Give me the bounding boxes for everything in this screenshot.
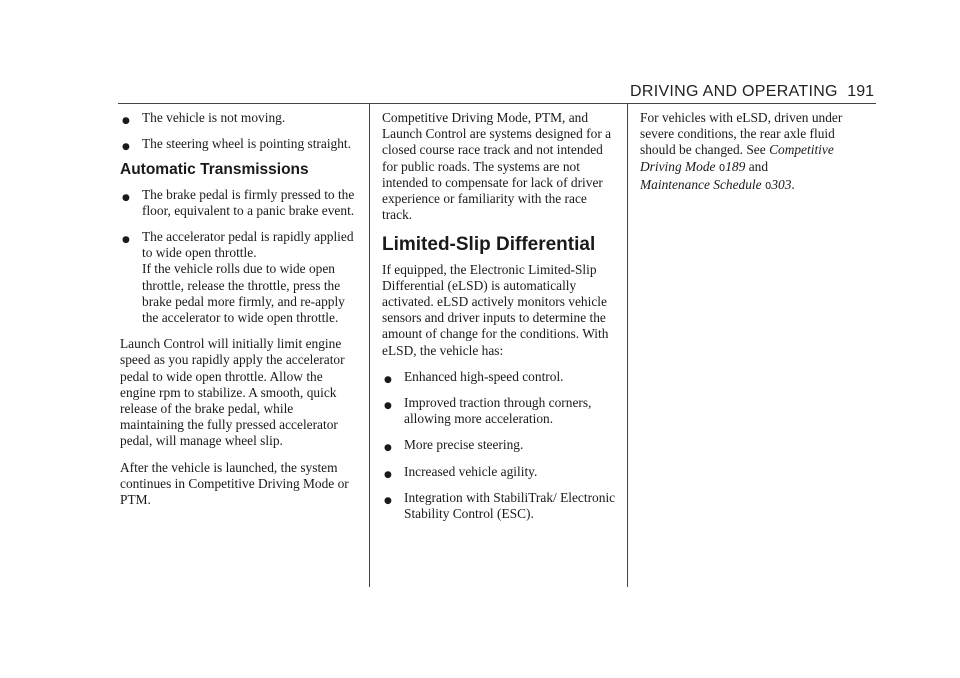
list-item: ● More precise steering. (382, 437, 618, 453)
bullet-icon: ● (384, 469, 392, 480)
list-item: ● The vehicle is not moving. (120, 110, 358, 126)
page-header (622, 83, 878, 105)
bullet-icon: ● (384, 401, 392, 412)
list-item: ● Integration with StabiliTrak/ Electronic Stability Control (ESC). (384, 489, 616, 522)
list-item: ● Enhanced high-speed control. (382, 369, 618, 385)
subheading-automatic-transmissions: Automatic Transmissions (120, 161, 309, 179)
column-divider-2 (627, 104, 628, 587)
list-item: ● Increased vehicle agility. (382, 464, 618, 480)
bullet-icon: ● (384, 443, 392, 454)
page-ref-icon: 0 (764, 180, 772, 192)
chapter-title: DRIVING AND OPERATING (630, 83, 838, 100)
header-divider (118, 103, 876, 104)
paragraph: After the vehicle is launched, the system continues in Competitive Driving Mode or PTM. (120, 459, 349, 508)
list-item: ● Improved traction through corners, allowing more acceleration. (384, 395, 592, 427)
page-number: 191 (847, 83, 874, 100)
paragraph: Competitive Driving Mode, PTM, and Launch Control are systems designed for a closed course race track and not intended for public roads. The systems are not intended to compensate for lack of driver experience or familiarity with the race track. (382, 110, 612, 223)
column-divider-1 (369, 104, 370, 587)
column-1 (120, 110, 358, 518)
column-3 (640, 110, 872, 205)
list-item: ● The accelerator pedal is rapidly applied to wide open throttle. If the vehicle rolls due to wide open throttle, release the throttle, press the brake pedal more firmly, and re-apply the accelerator to wide open throttle. (120, 229, 358, 326)
bullet-icon: ● (384, 495, 392, 506)
list-item: ● The brake pedal is firmly pressed to the floor, equivalent to a panic brake event. (122, 186, 355, 218)
paragraph: For vehicles with eLSD, driven under severe conditions, the rear axle fluid should be changed. See Competitive Driving Mode 0189 and Maintenance Schedule 0303. (640, 110, 843, 192)
column-2 (382, 110, 618, 532)
list-item: ● The steering wheel is pointing straight. (120, 136, 358, 152)
bullet-icon: ● (122, 142, 130, 153)
bullet-continuation: If the vehicle rolls due to wide open throttle, release the throttle, press the brake pedal more firmly, and re-apply the accelerator to wide open throttle. (142, 261, 345, 326)
xref-competitive-driving-mode[interactable]: Competitive Driving Mode 0189 (640, 142, 834, 174)
paragraph: If equipped, the Electronic Limited-Slip Differential (eLSD) is automatically activated. eLSD actively monitors vehicle sensors and driver inputs to determine the amount of change for the conditions. With eLSD, the vehicle has: (382, 261, 609, 358)
bullet-icon: ● (384, 374, 392, 385)
xref-maintenance-schedule[interactable]: Maintenance Schedule 0303 (640, 176, 792, 192)
section-heading-limited-slip: Limited-Slip Differential (382, 234, 596, 256)
paragraph: Launch Control will initially limit engine speed as you rapidly apply the accelerator pedal to wide open throttle. Allow the engine rpm to stabilize. A smooth, quick release of the brake pedal, while maintaining the fully pressed accelerator pedal, will manage wheel slip. (120, 336, 345, 449)
page-ref-icon: 0 (718, 162, 726, 174)
bullet-icon: ● (122, 116, 130, 126)
bullet-icon: ● (122, 235, 130, 246)
bullet-icon: ● (122, 192, 130, 203)
